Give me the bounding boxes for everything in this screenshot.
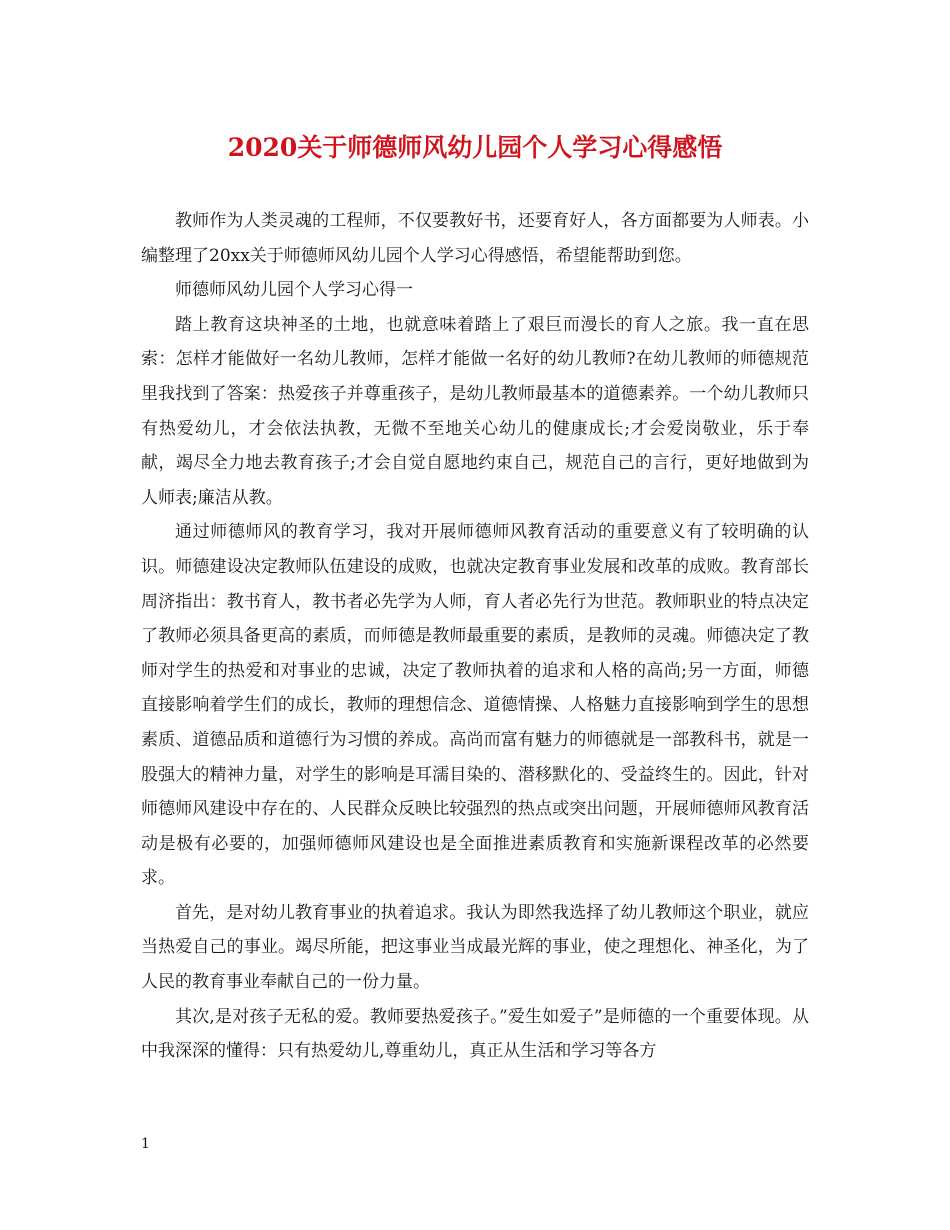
document-body — [141, 204, 809, 1069]
section-heading: 师德师风幼儿园个人学习心得一 — [175, 280, 413, 301]
paragraph-intro: 教师作为人类灵魂的工程师，不仅要教好书，还要育好人，各方面都要为人师表。小编整理了20xx关于师德师风幼儿园个人学习心得感悟，希望能帮助到您。 — [141, 211, 809, 266]
document-title: 2020关于师德师风幼儿园个人学习心得感悟 — [227, 133, 723, 162]
paragraph: 其次,是对孩子无私的爱。教师要热爱孩子。”爱生如爱子”是师德的一个重要体现。从中我深深的懂得：只有热爱幼儿,尊重幼儿，真正从生活和学习等各方 — [141, 1006, 809, 1062]
paragraph: 踏上教育这块神圣的土地，也就意味着踏上了艰巨而漫长的育人之旅。我一直在思索：怎样才能做好一名幼儿教师，怎样才能做一名好的幼儿教师?在幼儿教师的师德规范里我找到了答案：热爱孩子并尊重孩子，是幼儿教师最基本的道德素养。一个幼儿教师只有热爱幼儿，才会依法执教，无微不至地关心幼儿的健康成长;才会爱岗敬业，乐于奉献，竭尽全力地去教育孩子;才会自觉自愿地约束自己，规范自己的言行，更好地做到为人师表;廉洁从教。 — [141, 314, 809, 508]
paragraph: 首先，是对幼儿教育事业的执着追求。我认为即然我选择了幼儿教师这个职业，就应当热爱自己的事业。竭尽所能，把这事业当成最光辉的事业，使之理想化、神圣化，为了人民的教育事业奉献自己的一份力量。 — [141, 902, 809, 993]
page-number: 1 — [141, 1136, 150, 1152]
paragraph: 通过师德师风的教育学习，我对开展师德师风教育活动的重要意义有了较明确的认识。师德建设决定教师队伍建设的成败，也就决定教育事业发展和改革的成败。教育部长周济指出：教书育人，教书者必先学为人师，育人者必先行为世范。教师职业的特点决定了教师必须具备更高的素质，而师德是教师最重要的素质，是教师的灵魂。师德决定了教师对学生的热爱和对事业的忠诚，决定了教师执着的追求和人格的高尚;另一方面，师德直接影响着学生们的成长，教师的理想信念、道德情操、人格魅力直接影响到学生的思想素质、道德品质和道德行为习惯的养成。高尚而富有魅力的师德就是一部教科书，就是一股强大的精神力量，对学生的影响是耳濡目染的、潜移默化的、受益终生的。因此，针对师德师风建设中存在的、人民群众反映比较强烈的热点或突出问题，开展师德师风教育活动是极有必要的，加强师德师风建设也是全面推进素质教育和实施新课程改革的必然要求。 — [141, 522, 809, 889]
